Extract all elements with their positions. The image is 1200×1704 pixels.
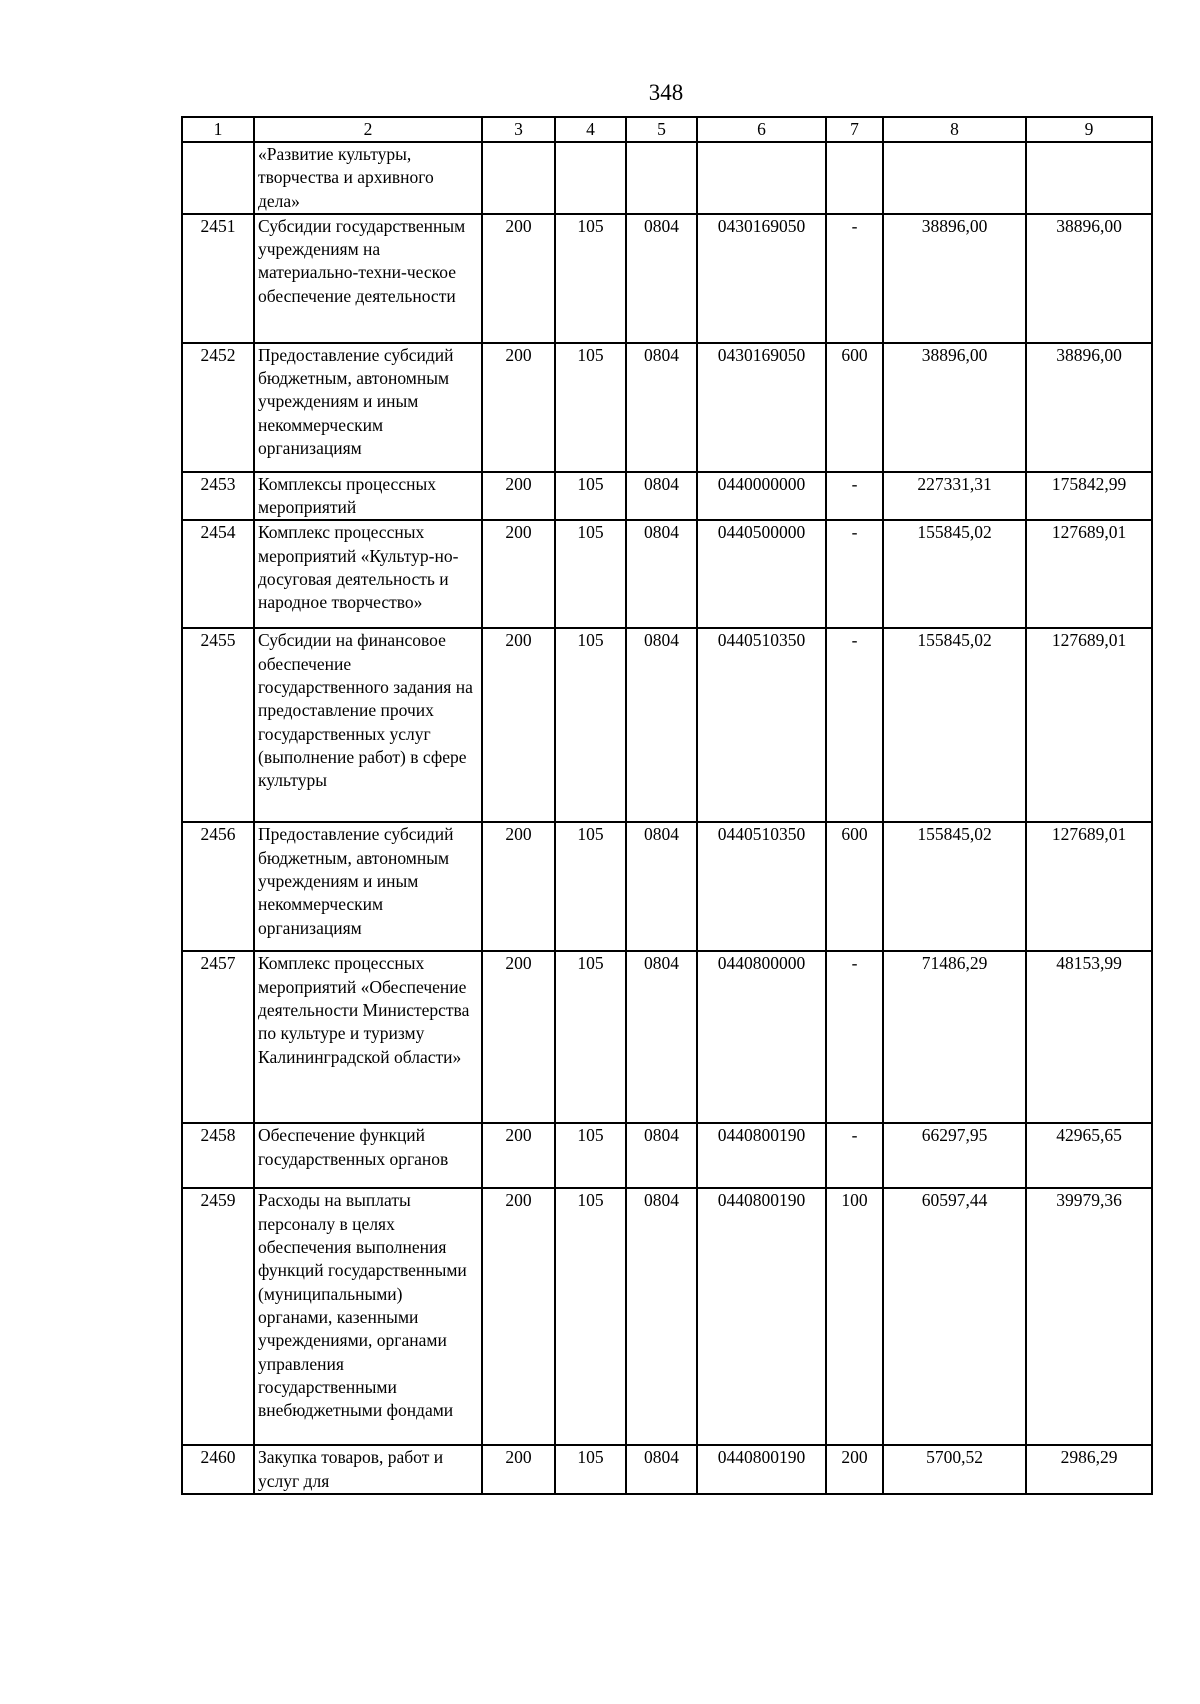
row-number: 2451: [182, 214, 254, 343]
expense-type: 600: [826, 343, 883, 472]
row-number: 2455: [182, 628, 254, 822]
row-number: 2459: [182, 1188, 254, 1445]
code-3: 200: [482, 951, 555, 1123]
amount-8: 5700,52: [883, 1445, 1026, 1494]
code-4: 105: [555, 1188, 626, 1445]
amount-9: 175842,99: [1026, 472, 1152, 521]
code-3: 200: [482, 1445, 555, 1494]
target-code: 0440510350: [697, 628, 826, 822]
table-row: [182, 214, 1152, 343]
amount-9: 127689,01: [1026, 628, 1152, 822]
item-name: Комплексы процессных мероприятий: [254, 472, 482, 521]
item-name: Субсидии на финансовое обеспечение государственного задания на предоставление прочих государственных услуг (выполнение работ) в сфере культуры: [254, 628, 482, 822]
code-4: 105: [555, 1123, 626, 1188]
section-code: 0804: [626, 628, 697, 822]
amount-9: 42965,65: [1026, 1123, 1152, 1188]
section-code: 0804: [626, 822, 697, 951]
code-4: 105: [555, 472, 626, 521]
expense-type: -: [826, 472, 883, 521]
section-code: 0804: [626, 472, 697, 521]
amount-8: [883, 142, 1026, 214]
item-name: Предоставление субсидий бюджетным, автономным учреждениям и иным некоммерческим организациям: [254, 822, 482, 951]
code-4: 105: [555, 822, 626, 951]
table-row: [182, 1123, 1152, 1188]
section-code: [626, 142, 697, 214]
row-number: [182, 142, 254, 214]
amount-8: 227331,31: [883, 472, 1026, 521]
target-code: 0440500000: [697, 520, 826, 628]
item-name: «Развитие культуры, творчества и архивного дела»: [254, 142, 482, 214]
target-code: 0440800000: [697, 951, 826, 1123]
item-name: Расходы на выплаты персоналу в целях обеспечения выполнения функций государственными (муниципальными) органами, казенными учреждениями, органами управления государственными внебюджетными фондами: [254, 1188, 482, 1445]
code-3: [482, 142, 555, 214]
amount-9: 127689,01: [1026, 520, 1152, 628]
table-row: [182, 520, 1152, 628]
code-3: 200: [482, 520, 555, 628]
column-header: 5: [626, 117, 697, 142]
target-code: 0440510350: [697, 822, 826, 951]
item-name: Комплекс процессных мероприятий «Культур-но-досуговая деятельность и народное творчество»: [254, 520, 482, 628]
section-code: 0804: [626, 1445, 697, 1494]
target-code: 0440800190: [697, 1445, 826, 1494]
column-header: 4: [555, 117, 626, 142]
section-code: 0804: [626, 343, 697, 472]
target-code: 0440000000: [697, 472, 826, 521]
item-name: Обеспечение функций государственных органов: [254, 1123, 482, 1188]
page-number: 348: [648, 80, 684, 105]
code-3: 200: [482, 343, 555, 472]
row-number: 2452: [182, 343, 254, 472]
code-4: 105: [555, 1445, 626, 1494]
code-4: 105: [555, 628, 626, 822]
amount-9: 38896,00: [1026, 214, 1152, 343]
row-number: 2453: [182, 472, 254, 521]
section-code: 0804: [626, 1123, 697, 1188]
code-4: 105: [555, 214, 626, 343]
code-4: 105: [555, 520, 626, 628]
table-row: [182, 822, 1152, 951]
column-header: 7: [826, 117, 883, 142]
item-name: Субсидии государственным учреждениям на материально-техни-ческое обеспечение деятельности: [254, 214, 482, 343]
amount-8: 60597,44: [883, 1188, 1026, 1445]
column-header: 3: [482, 117, 555, 142]
expense-type: 100: [826, 1188, 883, 1445]
target-code: 0430169050: [697, 343, 826, 472]
row-number: 2454: [182, 520, 254, 628]
section-code: 0804: [626, 1188, 697, 1445]
table-row: [182, 343, 1152, 472]
expense-type: [826, 142, 883, 214]
expense-type: -: [826, 628, 883, 822]
code-3: 200: [482, 1123, 555, 1188]
code-3: 200: [482, 472, 555, 521]
target-code: 0440800190: [697, 1188, 826, 1445]
item-name: Комплекс процессных мероприятий «Обеспечение деятельности Министерства по культуре и туризму Калининградской области»: [254, 951, 482, 1123]
amount-9: 48153,99: [1026, 951, 1152, 1123]
row-number: 2460: [182, 1445, 254, 1494]
expense-type: 600: [826, 822, 883, 951]
expense-type: -: [826, 520, 883, 628]
target-code: [697, 142, 826, 214]
column-header: 9: [1026, 117, 1152, 142]
amount-8: 66297,95: [883, 1123, 1026, 1188]
column-header: 8: [883, 117, 1026, 142]
table-header-row: [182, 117, 1152, 142]
target-code: 0440800190: [697, 1123, 826, 1188]
amount-9: 2986,29: [1026, 1445, 1152, 1494]
amount-9: [1026, 142, 1152, 214]
table-row: [182, 1188, 1152, 1445]
amount-9: 38896,00: [1026, 343, 1152, 472]
budget-table: [181, 116, 1153, 1495]
amount-8: 71486,29: [883, 951, 1026, 1123]
table-row: [182, 1445, 1152, 1494]
code-4: 105: [555, 951, 626, 1123]
column-header: 6: [697, 117, 826, 142]
table-row: [182, 472, 1152, 521]
code-4: 105: [555, 343, 626, 472]
section-code: 0804: [626, 214, 697, 343]
table-row: [182, 951, 1152, 1123]
amount-8: 38896,00: [883, 343, 1026, 472]
target-code: 0430169050: [697, 214, 826, 343]
code-3: 200: [482, 214, 555, 343]
amount-8: 155845,02: [883, 822, 1026, 951]
column-header: 1: [182, 117, 254, 142]
row-number: 2458: [182, 1123, 254, 1188]
table-body: [182, 142, 1152, 1494]
table-row: [182, 628, 1152, 822]
amount-9: 127689,01: [1026, 822, 1152, 951]
row-number: 2456: [182, 822, 254, 951]
amount-8: 38896,00: [883, 214, 1026, 343]
expense-type: -: [826, 214, 883, 343]
section-code: 0804: [626, 951, 697, 1123]
amount-8: 155845,02: [883, 520, 1026, 628]
column-header: 2: [254, 117, 482, 142]
item-name: Закупка товаров, работ и услуг для: [254, 1445, 482, 1494]
amount-9: 39979,36: [1026, 1188, 1152, 1445]
code-3: 200: [482, 822, 555, 951]
row-number: 2457: [182, 951, 254, 1123]
table-row: [182, 142, 1152, 214]
expense-type: -: [826, 951, 883, 1123]
expense-type: -: [826, 1123, 883, 1188]
code-3: 200: [482, 1188, 555, 1445]
section-code: 0804: [626, 520, 697, 628]
amount-8: 155845,02: [883, 628, 1026, 822]
expense-type: 200: [826, 1445, 883, 1494]
code-3: 200: [482, 628, 555, 822]
code-4: [555, 142, 626, 214]
item-name: Предоставление субсидий бюджетным, автономным учреждениям и иным некоммерческим организациям: [254, 343, 482, 472]
